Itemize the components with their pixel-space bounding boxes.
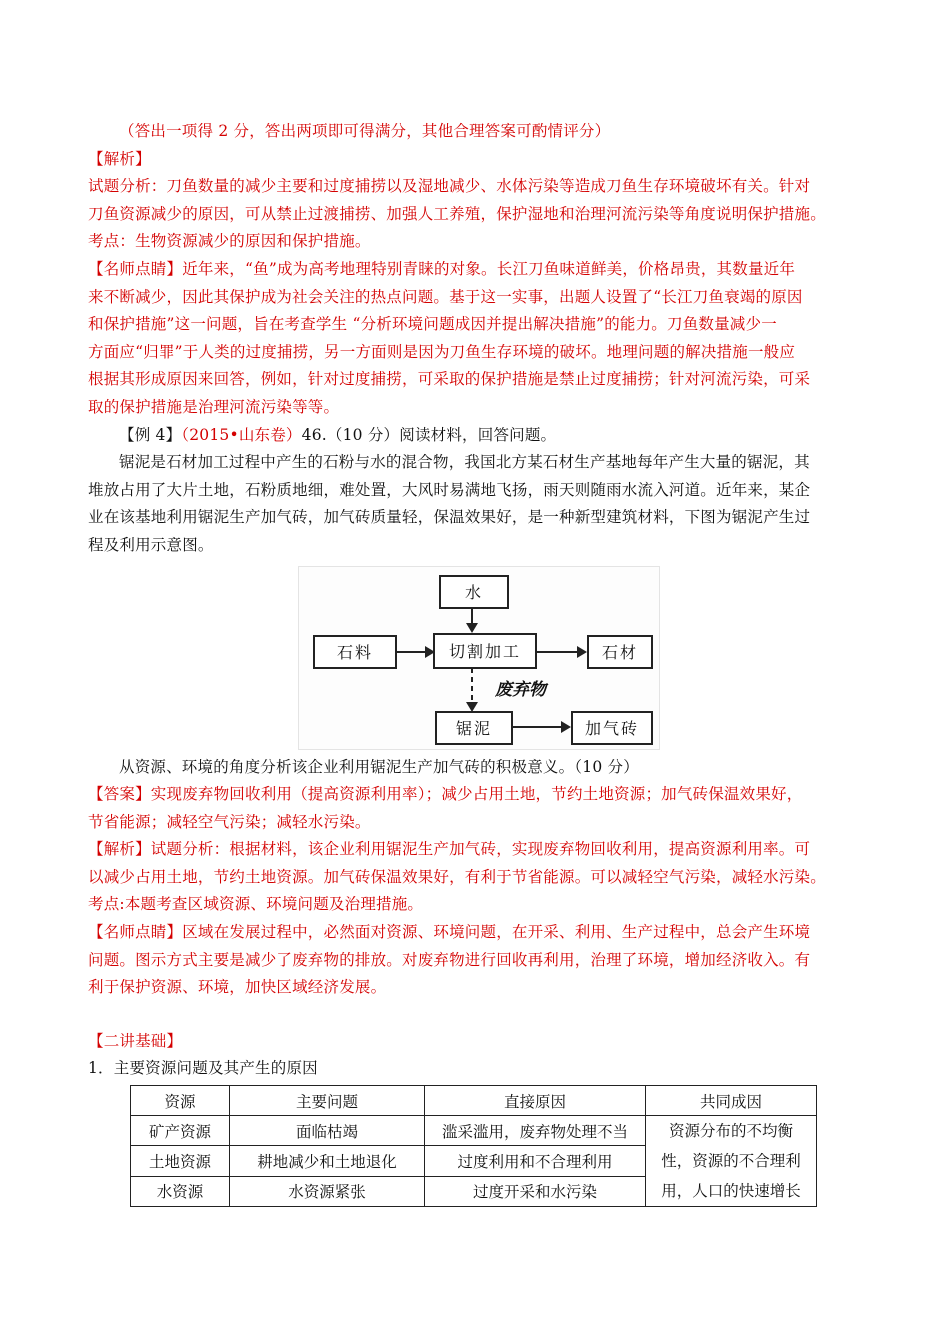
material-line: 业在该基地利用锯泥生产加气砖，加气砖质量轻，保温效果好，是一种新型建筑材料，下图为锯泥产生过 <box>88 508 811 527</box>
box-brick: 加气砖 <box>571 711 653 745</box>
example-heading <box>88 422 868 450</box>
common-cause-line: 资源分布的不均衡 <box>668 1122 793 1141</box>
section-title: 【二讲基础】 <box>88 1031 183 1050</box>
box-stone: 石料 <box>313 635 397 669</box>
example-rest: 46.（10 分）阅读材料，回答问题。 <box>301 425 557 444</box>
table-cell: 面临枯竭 <box>230 1116 425 1146</box>
teacher-hint-line: 【名师点睛】近年来，“鱼”成为高考地理特别青睐的对象。长江刀鱼味道鲜美，价格昂贵，其数量近年 <box>88 259 796 278</box>
analysis-line: 以减少占用土地，节约土地资源。加气砖保温效果好，有利于节省能源。可以减轻空气污染，减轻水污染。 <box>88 867 826 886</box>
table-header-row <box>131 1086 817 1116</box>
answer-line: 【答案】实现废弃物回收利用（提高资源利用率）；减少占用土地，节约土地资源；加气砖保温效果好， <box>88 785 803 804</box>
analysis-line: 考点:本题考查区域资源、环境问题及治理措施。 <box>88 895 424 914</box>
table-cell: 水资源 <box>131 1176 230 1206</box>
question-line: 从资源、环境的角度分析该企业利用锯泥生产加气砖的积极意义。（10 分） <box>119 757 639 776</box>
table-cell: 土地资源 <box>131 1146 230 1176</box>
section-item: 1．主要资源问题及其产生的原因 <box>88 1059 318 1078</box>
common-cause-line: 性，资源的不合理利 <box>661 1152 801 1171</box>
analysis-line: 刀鱼资源减少的原因，可从禁止过渡捕捞、加强人工养殖，保护湿地和治理河流污染等角度说明保护措施。 <box>88 204 826 223</box>
teacher-hint-line: 利于保护资源、环境，加快区域经济发展。 <box>88 978 387 997</box>
table-row <box>131 1116 817 1146</box>
waste-label: 废弃物 <box>495 679 546 700</box>
table-cell: 过度开采和水污染 <box>425 1176 646 1206</box>
arrow-sludge-to-brick <box>511 726 569 728</box>
teacher-hint-line: 和保护措施”这一问题，旨在考查学生 “分析环境问题成因并提出解决措施”的能力。刀鱼数量减少一 <box>88 315 777 334</box>
teacher-hint-line: 根据其形成原因来回答，例如，针对过度捕捞，可采取的保护措施是禁止过度捕捞；针对河流污染，可采 <box>88 370 811 389</box>
arrow-stone-to-cutting <box>395 651 433 653</box>
table-header: 直接原因 <box>425 1086 646 1116</box>
material-line: 堆放占用了大片土地，石粉质地细，难处置，大风时易满地飞扬，雨天则随雨水流入河道。近年来，某企 <box>88 480 811 499</box>
analysis-line: 【解析】试题分析：根据材料，该企业利用锯泥生产加气砖，实现废弃物回收利用，提高资源利用率。可 <box>88 840 811 859</box>
material-line: 锯泥是石材加工过程中产生的石粉与水的混合物，我国北方某石材生产基地每年产生大量的锯泥，其 <box>119 453 810 472</box>
teacher-hint-line: 方面应“归罪”于人类的过度捕捞，另一方面则是因为刀鱼生存环境的破坏。地理问题的解决措施一般应 <box>88 342 796 361</box>
answer-line: 节省能源；减轻空气污染；减轻水污染。 <box>88 812 371 831</box>
table-header: 资源 <box>131 1086 230 1116</box>
common-cause-cell <box>646 1116 817 1207</box>
analysis-header: 【解析】 <box>88 149 151 168</box>
teacher-hint-line: 取的保护措施是治理河流污染等等。 <box>88 397 340 416</box>
box-cutting: 切割加工 <box>433 633 537 669</box>
table-cell: 过度利用和不合理利用 <box>425 1146 646 1176</box>
example-label: 【例 4】 <box>119 425 182 444</box>
resource-table <box>130 1085 817 1207</box>
table-header: 共同成因 <box>646 1086 817 1116</box>
example-source: （2015•山东卷） <box>181 425 302 444</box>
teacher-hint-line: 问题。图示方式主要是减少了废弃物的排放。对废弃物进行回收再利用，治理了环境，增加经济收入。有 <box>88 950 811 969</box>
arrow-waste <box>471 668 473 710</box>
box-water: 水 <box>439 575 509 609</box>
table-cell: 耕地减少和土地退化 <box>230 1146 425 1176</box>
arrow-cutting-to-product <box>535 651 585 653</box>
arrow-water-to-cutting <box>471 607 473 631</box>
teacher-hint-line: 【名师点睛】区域在发展过程中，必然面对资源、环境问题，在开采、利用、生产过程中，总会产生环境 <box>88 923 811 942</box>
table-cell: 矿产资源 <box>131 1116 230 1146</box>
table-header: 主要问题 <box>230 1086 425 1116</box>
process-diagram <box>298 566 660 750</box>
analysis-line: 试题分析：刀鱼数量的减少主要和过度捕捞以及湿地减少、水体污染等造成刀鱼生存环境破坏有关。针对 <box>88 177 811 196</box>
material-line: 程及利用示意图。 <box>88 535 214 554</box>
scoring-note: （答出一项得 2 分，答出两项即可得满分，其他合理答案可酌情评分） <box>119 122 611 140</box>
box-sludge: 锯泥 <box>435 711 513 745</box>
teacher-hint-line: 来不断减少，因此其保护成为社会关注的热点问题。基于这一实事，出题人设置了“长江刀鱼衰竭的原因 <box>88 287 803 306</box>
document-page <box>88 118 868 1207</box>
table-cell: 滥采滥用，废弃物处理不当 <box>425 1116 646 1146</box>
analysis-line: 考点：生物资源减少的原因和保护措施。 <box>88 232 371 251</box>
common-cause-line: 用，人口的快速增长 <box>661 1182 801 1201</box>
table-cell: 水资源紧张 <box>230 1176 425 1206</box>
box-product: 石材 <box>587 635 653 669</box>
